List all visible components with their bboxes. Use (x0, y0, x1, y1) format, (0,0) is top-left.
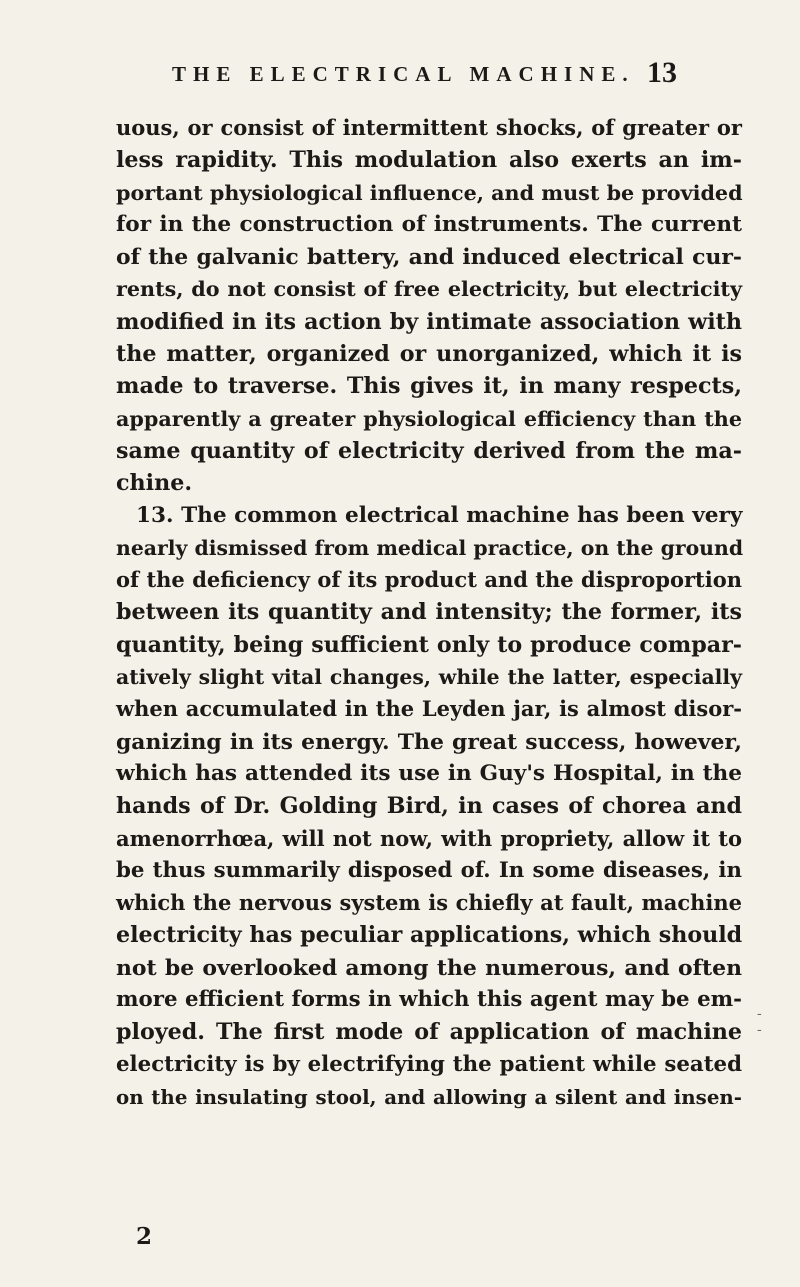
text-line: chine. (116, 470, 193, 497)
margin-mark: - - (757, 1006, 780, 1038)
running-head: THE ELECTRICAL MACHINE. (172, 62, 635, 86)
text-line: ganizing in its energy. The great success, however, (116, 728, 742, 755)
text-line: of the deficiency of its product and the disproportion (116, 567, 742, 593)
page-number: 13 (647, 56, 677, 89)
signature-mark: 2 (136, 1223, 153, 1250)
text-line: rents, do not consist of free electricity, but electricity (116, 277, 742, 302)
text-line: modified in its action by intimate association with (116, 308, 742, 335)
text-line: of the galvanic battery, and induced electrical cur- (116, 244, 742, 271)
text-line: for in the construction of instruments. The current (116, 211, 742, 237)
text-line: be thus summarily disposed of. In some diseases, in (116, 857, 742, 883)
text-line: which has attended its use in Guy's Hospital, in the (116, 760, 742, 786)
text-line: the matter, organized or unorganized, which it is (116, 341, 742, 368)
text-line: between its quantity and intensity; the former, its (116, 599, 742, 626)
paragraph-start-line: 13. The common electrical machine has been very (136, 502, 743, 528)
text-line: ployed. The first mode of application of machine (116, 1019, 742, 1046)
text-line: on the insulating stool, and allowing a silent and insen- (116, 1084, 742, 1109)
text-line: portant physiological influence, and must be provided (116, 180, 743, 205)
text-line: uous, or consist of intermittent shocks, of greater or (116, 115, 742, 140)
text-line: more efficient forms in which this agent may be em- (116, 987, 742, 1013)
text-line: atively slight vital changes, while the latter, especially (116, 665, 742, 690)
body-text (116, 112, 742, 1113)
text-line: same quantity of electricity derived from the ma- (116, 437, 742, 464)
text-line: electricity has peculiar applications, which should (116, 922, 743, 949)
text-line: nearly dismissed from medical practice, on the ground (116, 535, 744, 560)
text-line: made to traverse. This gives it, in many respects, (116, 373, 742, 400)
text-line: not be overlooked among the numerous, and often (116, 954, 742, 981)
text-line: less rapidity. This modulation also exerts an im- (116, 147, 742, 174)
text-line: when accumulated in the Leyden jar, is almost disor- (116, 696, 742, 722)
text-line: electricity is by electrifying the patient while seated (116, 1051, 742, 1077)
text-line: which the nervous system is chiefly at fault, machine (116, 890, 742, 916)
text-line: hands of Dr. Golding Bird, in cases of chorea and (116, 793, 742, 820)
text-line: apparently a greater physiological efficiency than the (116, 406, 742, 431)
text-line: amenorrhœa, will not now, with propriety, allow it to (116, 825, 742, 851)
text-line: quantity, being sufficient only to produce compar- (116, 631, 742, 658)
